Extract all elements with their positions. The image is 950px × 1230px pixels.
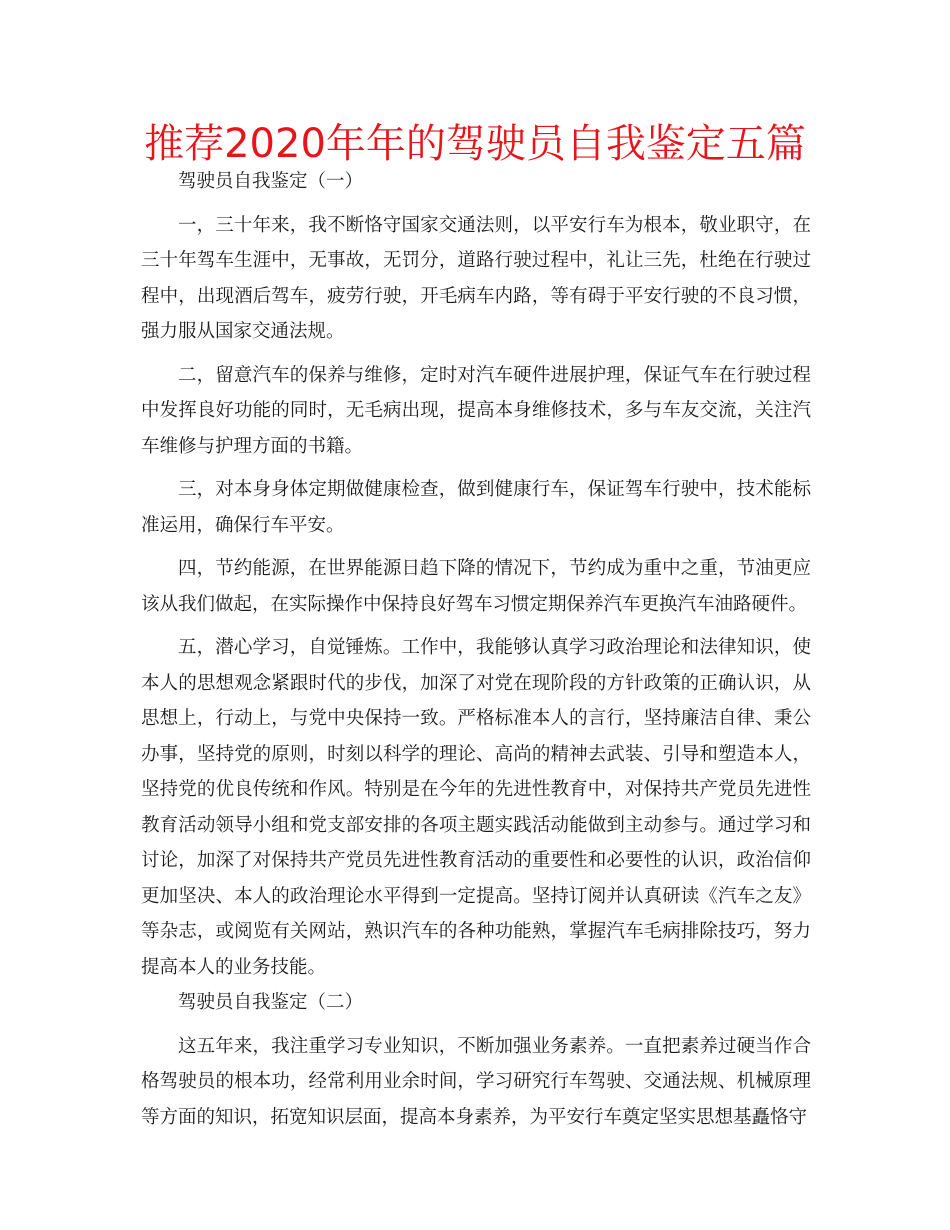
paragraph: 一，三十年来，我不断恪守国家交通法则，以平安行车为根本，敬业职守，在三十年驾车生涯中，无事故，无罚分，道路行驶过程中，礼让三先，杜绝在行驶过程中，出现酒后驾车，疲劳行驶，开毛病车内路，等有碍于平安行驶的不良习惯，强力服从国家交通法规。: [141, 214, 811, 342]
document-body: [141, 164, 811, 1135]
paragraph: 三，对本身身体定期做健康检查，做到健康行车，保证驾车行驶中，技术能标准运用，确保行车平安。: [141, 479, 811, 536]
paragraph: 这五年来，我注重学习专业知识，不断加强业务素养。一直把素养过硬当作合格驾驶员的根本功，经常利用业余时间，学习研究行车驾驶、交通法规、机械原理等方面的知识，拓宽知识层面，提高本身素养，为平安行车奠定坚实思想基矗恪守: [141, 1035, 811, 1128]
section-heading-1: 驾驶员自我鉴定（一）: [178, 171, 364, 192]
paragraph: 二，留意汽车的保养与维修，定时对汽车硬件进展护理，保证气车在行驶过程中发挥良好功能的同时，无毛病出现，提高本身维修技术，多与车友交流，关注汽车维修与护理方面的书籍。: [141, 364, 811, 457]
document-title: 推荐2020年年的驾驶员自我鉴定五篇: [144, 121, 806, 167]
section-heading-2: 驾驶员自我鉴定（二）: [178, 992, 364, 1013]
paragraph: 五，潜心学习，自觉锤炼。工作中，我能够认真学习政治理论和法律知识，使本人的思想观念紧跟时代的步伐，加深了对党在现阶段的方针政策的正确认识，从思想上，行动上，与党中央保持一致。严格标准本人的言行，坚持廉洁自律、秉公办事，坚持党的原则，时刻以科学的理论、高尚的精神去武装、引导和塑造本人，坚持党的优良传统和作风。特别是在今年的先进性教育中，对保持共产党员先进性教育活动领导小组和党支部安排的各项主题实践活动能做到主动参与。通过学习和讨论，加深了对保持共产党员先进性教育活动的重要性和必要性的认识，政治信仰更加坚决、本人的政治理论水平得到一定提高。坚持订阅并认真研读《汽车之友》等杂志，或阅览有关网站，熟识汽车的各种功能熟，掌握汽车毛病排除技巧，努力提高本人的业务技能。: [141, 637, 811, 978]
paragraph: 四，节约能源，在世界能源日趋下降的情况下，节约成为重中之重，节油更应该从我们做起，在实际操作中保持良好驾车习惯定期保养汽车更换汽车油路硬件。: [141, 558, 811, 615]
